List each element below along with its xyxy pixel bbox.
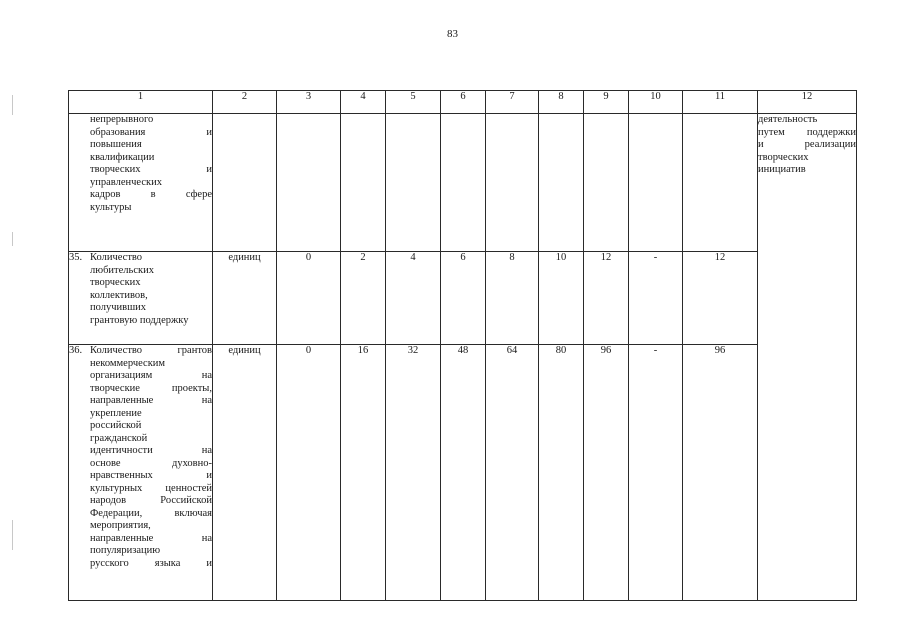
value-cell: 16 bbox=[341, 345, 386, 601]
text-line: организациям на bbox=[90, 370, 212, 381]
text-line: основе духовно- bbox=[90, 457, 212, 469]
text-line: мероприятия, bbox=[90, 520, 151, 531]
text-line: русского языка и bbox=[90, 557, 212, 569]
text-line: квалификации bbox=[90, 151, 155, 163]
value-cell: 96 bbox=[584, 345, 629, 601]
column-header: 10 bbox=[629, 91, 683, 114]
value-cell: - bbox=[629, 252, 683, 345]
value-cell bbox=[683, 114, 758, 252]
text-line: направленные на bbox=[90, 395, 212, 406]
value-cell: 32 bbox=[386, 345, 441, 601]
table-row-continued bbox=[69, 114, 857, 252]
text-line: укрепление bbox=[90, 407, 142, 419]
value-cell: 12 bbox=[584, 252, 629, 345]
column-header: 12 bbox=[758, 91, 857, 114]
value-cell: 64 bbox=[486, 345, 539, 601]
goal-cell bbox=[758, 114, 857, 601]
text-line: Федерации, включая bbox=[90, 507, 212, 519]
column-header: 11 bbox=[683, 91, 758, 114]
row-number: 36. bbox=[69, 345, 83, 356]
value-cell: 48 bbox=[441, 345, 486, 601]
column-header: 7 bbox=[486, 91, 539, 114]
value-cell bbox=[584, 114, 629, 252]
text-line: грантовую поддержку bbox=[90, 314, 189, 326]
scan-margin-mark bbox=[12, 520, 13, 550]
value-cell: 10 bbox=[539, 252, 584, 345]
unit-cell: единиц bbox=[213, 345, 277, 601]
text-line: творческих и bbox=[90, 164, 212, 175]
text-line: творческих bbox=[90, 277, 141, 288]
text-line: идентичности на bbox=[90, 445, 212, 456]
text-line: гражданской bbox=[90, 432, 148, 444]
unit-cell: единиц bbox=[213, 252, 277, 345]
value-cell: 96 bbox=[683, 345, 758, 601]
indicator-text bbox=[90, 252, 212, 327]
column-header: 4 bbox=[341, 91, 386, 114]
column-header: 9 bbox=[584, 91, 629, 114]
value-cell: - bbox=[629, 345, 683, 601]
value-cell: 12 bbox=[683, 252, 758, 345]
value-cell: 2 bbox=[341, 252, 386, 345]
value-cell: 4 bbox=[386, 252, 441, 345]
text-line: образования и bbox=[90, 126, 212, 138]
text-line: коллективов, bbox=[90, 289, 148, 301]
text-line: кадров в сфере bbox=[90, 189, 212, 200]
indicator-cell bbox=[69, 252, 213, 345]
text-line: российской bbox=[90, 420, 142, 431]
scan-margin-mark bbox=[12, 232, 13, 246]
text-line: народов Российской bbox=[90, 495, 212, 506]
text-line: популяризацию bbox=[90, 545, 161, 556]
column-header: 6 bbox=[441, 91, 486, 114]
column-number-row bbox=[69, 91, 857, 114]
text-line: деятельность bbox=[758, 114, 818, 125]
column-header: 1 bbox=[69, 91, 213, 114]
text-line: некоммерческим bbox=[90, 357, 166, 369]
scan-margin-mark bbox=[12, 95, 13, 115]
value-cell: 6 bbox=[441, 252, 486, 345]
indicator-text bbox=[90, 114, 212, 214]
value-cell: 0 bbox=[277, 345, 341, 601]
table-row bbox=[69, 252, 857, 345]
text-line: творческих bbox=[758, 151, 809, 163]
indicator-table bbox=[68, 90, 857, 601]
value-cell bbox=[341, 114, 386, 252]
text-line: направленные на bbox=[90, 532, 212, 544]
text-line: инициатив bbox=[758, 164, 806, 175]
page-number: 83 bbox=[447, 28, 458, 40]
indicator-text bbox=[90, 345, 212, 570]
indicator-cell bbox=[69, 114, 213, 252]
text-line: Количество грантов bbox=[90, 345, 212, 356]
unit-cell bbox=[213, 114, 277, 252]
value-cell bbox=[629, 114, 683, 252]
text-line: повышения bbox=[90, 139, 142, 150]
text-line: культуры bbox=[90, 201, 132, 213]
value-cell bbox=[386, 114, 441, 252]
text-line: непрерывного bbox=[90, 114, 154, 125]
column-header: 8 bbox=[539, 91, 584, 114]
value-cell: 0 bbox=[277, 252, 341, 345]
text-line: путем поддержки bbox=[758, 126, 856, 138]
value-cell bbox=[277, 114, 341, 252]
row-number: 35. bbox=[69, 252, 83, 263]
value-cell bbox=[539, 114, 584, 252]
value-cell: 80 bbox=[539, 345, 584, 601]
column-header: 5 bbox=[386, 91, 441, 114]
value-cell: 8 bbox=[486, 252, 539, 345]
text-line: и реализации bbox=[758, 139, 856, 150]
column-header: 2 bbox=[213, 91, 277, 114]
text-line: Количество bbox=[90, 252, 143, 263]
value-cell bbox=[486, 114, 539, 252]
column-header: 3 bbox=[277, 91, 341, 114]
table-row bbox=[69, 345, 857, 601]
text-line: получивших bbox=[90, 302, 147, 313]
text-line: творческие проекты, bbox=[90, 382, 212, 394]
indicator-cell bbox=[69, 345, 213, 601]
text-line: любительских bbox=[90, 264, 154, 276]
text-line: культурных ценностей bbox=[90, 482, 212, 494]
value-cell bbox=[441, 114, 486, 252]
text-line: нравственных и bbox=[90, 470, 212, 481]
row-number bbox=[69, 114, 90, 214]
text-line: управленческих bbox=[90, 176, 162, 188]
